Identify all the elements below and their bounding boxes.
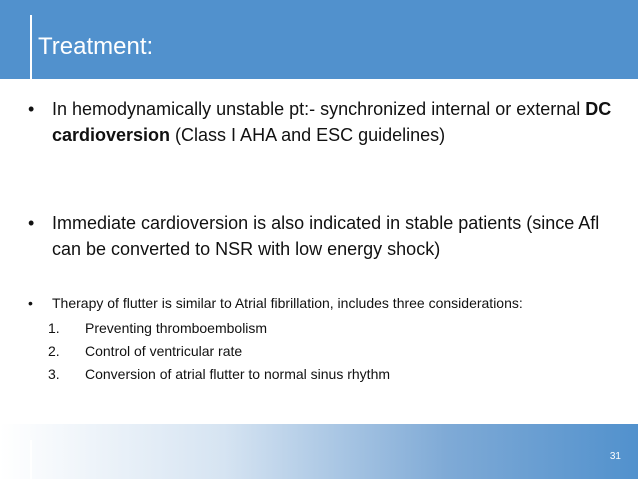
footer-divider xyxy=(30,440,32,479)
bullet-text: Immediate cardioversion is also indicated in stable patients (since Afl can be converted to NSR with low energy shock) xyxy=(52,213,600,259)
slide-title: Treatment: xyxy=(38,33,154,60)
item-text: Preventing thromboembolism xyxy=(85,320,268,336)
bullet-text-pre: In hemodynamically unstable pt:- synchronized internal or external xyxy=(52,99,586,119)
bullet-dot: • xyxy=(28,295,33,311)
bullet-text xyxy=(52,96,618,148)
item-number: 1. xyxy=(48,320,60,336)
page-number: 31 xyxy=(609,451,621,462)
bullet-text-post: (Class I AHA and ESC guidelines) xyxy=(170,125,446,145)
item-number: 3. xyxy=(48,366,60,382)
bullet-dot: • xyxy=(28,99,35,119)
item-number: 2. xyxy=(48,343,60,359)
slide-header xyxy=(0,0,638,79)
bullet-text: Therapy of flutter is similar to Atrial fibrillation, includes three considerations: xyxy=(52,295,523,311)
slide-footer xyxy=(0,424,638,479)
item-text: Conversion of atrial flutter to normal sinus rhythm xyxy=(85,366,391,382)
bullet-dot: • xyxy=(28,213,35,233)
header-divider xyxy=(30,15,32,79)
item-text: Control of ventricular rate xyxy=(85,343,243,359)
bullet-text-bold: DC cardioversion xyxy=(52,99,612,145)
